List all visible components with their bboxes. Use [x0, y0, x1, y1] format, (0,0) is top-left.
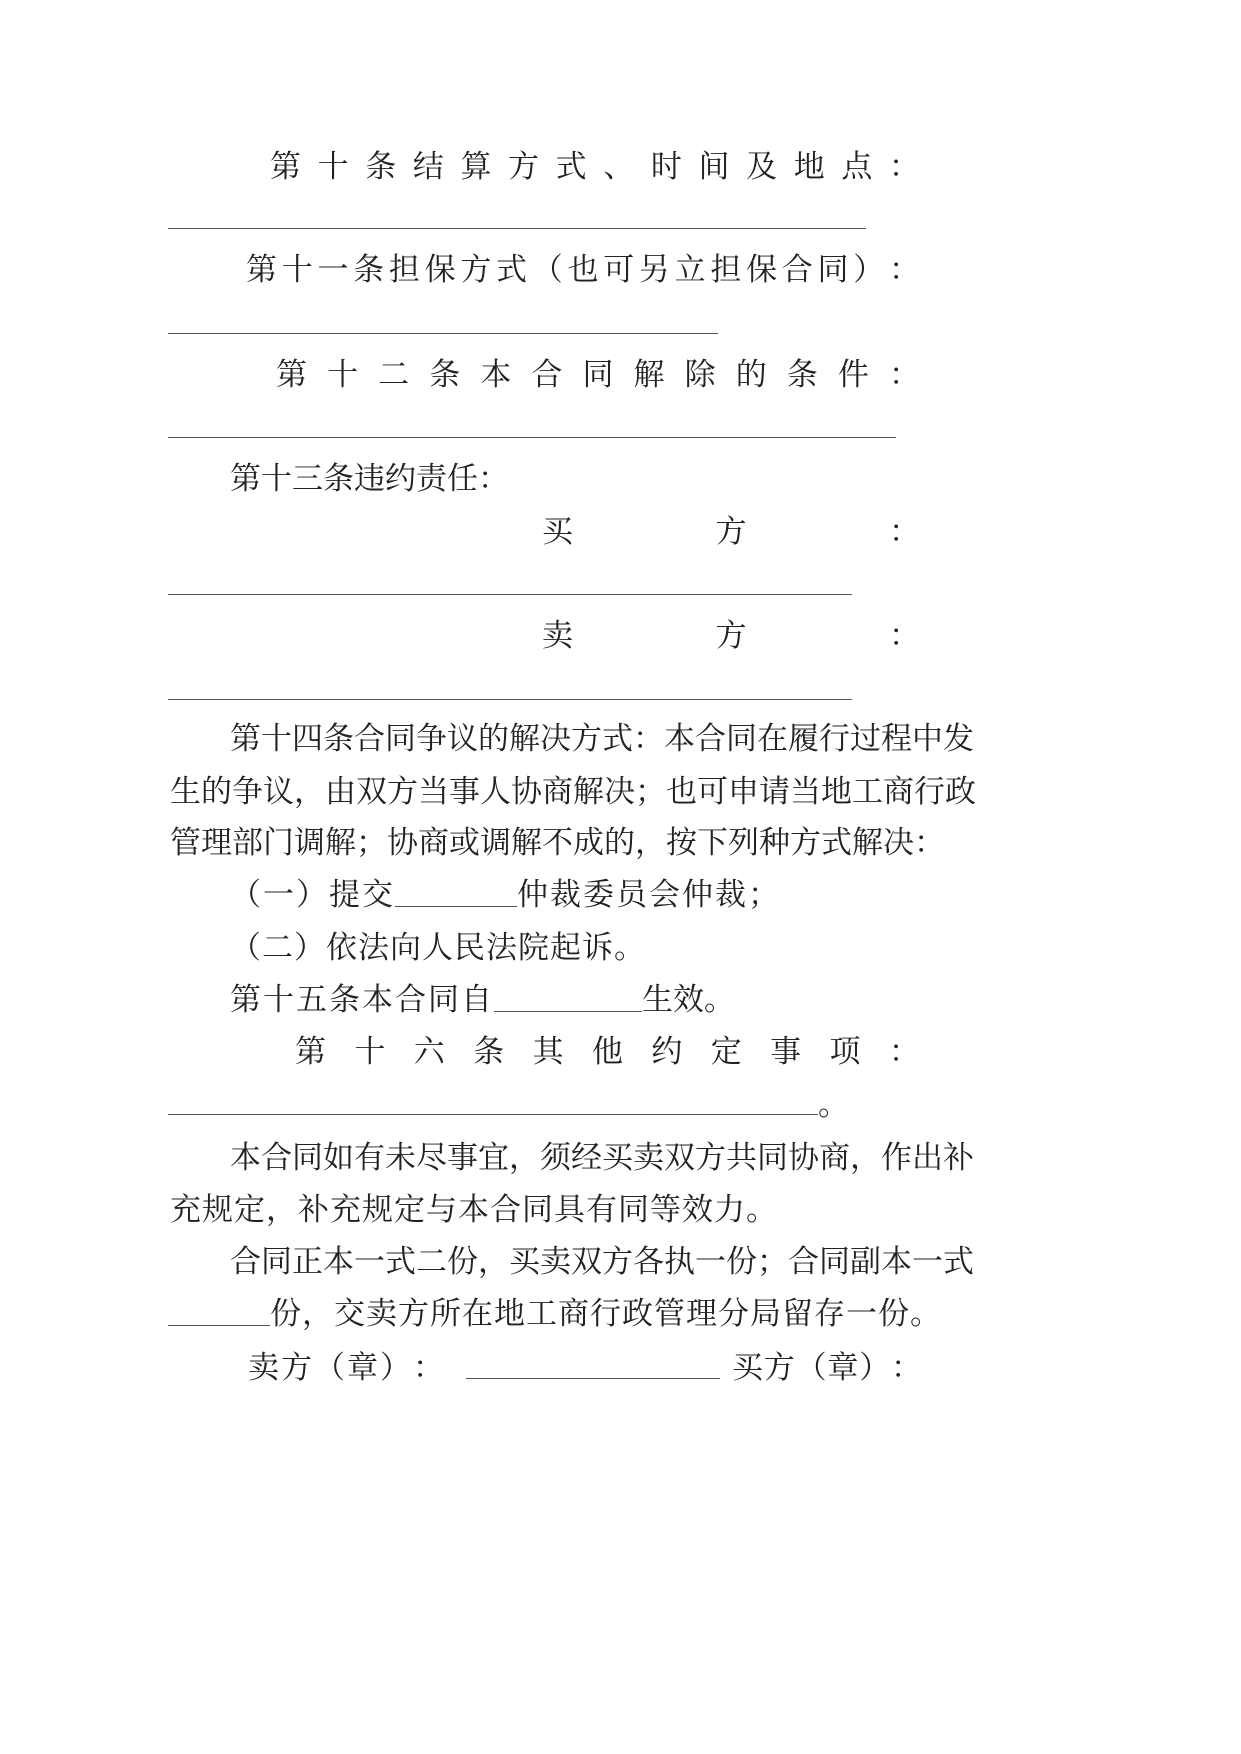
- text-char: 议: [447, 721, 478, 757]
- text-char: 决: [604, 774, 635, 810]
- text-char: 第: [295, 1034, 326, 1070]
- text-char: 解: [633, 357, 665, 393]
- supplement-line-2: 充规定，补充规定与本合同具有同等效力。: [170, 1192, 778, 1228]
- clause-13-seller-blank-line: [168, 699, 852, 700]
- text-char: 份: [447, 1244, 478, 1280]
- text-char: 卖: [542, 618, 573, 654]
- text-char: 人: [480, 774, 511, 810]
- text-char: 二: [416, 1244, 447, 1280]
- text-char: 事: [770, 1034, 802, 1070]
- text-char: 解: [852, 825, 883, 861]
- text-char: 协: [387, 825, 418, 861]
- text-char: 条: [473, 1034, 505, 1070]
- text-char: 另: [638, 252, 670, 288]
- clause-14-line-2: [170, 772, 976, 812]
- text-char: 发: [943, 721, 974, 757]
- text-char: 条: [365, 149, 397, 185]
- text-char: 其: [532, 1034, 564, 1070]
- text-char: 一: [695, 1244, 726, 1280]
- text-char: 式: [943, 1244, 974, 1280]
- text-char: 买: [509, 1244, 540, 1280]
- text-char: 条: [353, 252, 385, 288]
- text-char: 门: [263, 825, 294, 861]
- text-char: 十: [261, 721, 292, 757]
- text-char: ；: [635, 774, 666, 810]
- text-char: 本: [323, 1244, 354, 1280]
- clause-14-option-2: （二）依法向人民法院起诉。: [230, 930, 646, 966]
- text-char: 条: [786, 357, 818, 393]
- text-char: 合: [261, 1140, 292, 1176]
- text-char: 各: [633, 1244, 664, 1280]
- text-char: ：: [888, 252, 920, 288]
- clause-16-heading: [295, 1032, 920, 1072]
- text-char: 本: [480, 357, 512, 393]
- text-char: 争: [416, 721, 447, 757]
- text-char: 管: [170, 825, 201, 861]
- text-char: 式: [385, 1244, 416, 1280]
- clause-14-option-1: [230, 875, 781, 915]
- copies-line-1: [230, 1242, 974, 1282]
- text-char: 他: [591, 1034, 623, 1070]
- text-char: （: [531, 252, 563, 288]
- clause-14-line-1: [230, 719, 974, 759]
- arbitration-commission-blank: [395, 876, 517, 907]
- text-char: 式: [821, 825, 852, 861]
- text-char: 算: [460, 149, 492, 185]
- text-char: 买: [602, 1140, 633, 1176]
- text-char: ：: [888, 357, 920, 393]
- text-char: 卖: [248, 1350, 279, 1386]
- text-char: 双: [356, 774, 387, 810]
- text-char: 种: [759, 825, 790, 861]
- text-char: 方: [602, 1244, 633, 1280]
- text-char: 第: [276, 357, 307, 393]
- text-char: ）: [380, 1350, 411, 1386]
- text-char: 行: [819, 721, 850, 757]
- text-char: 工: [852, 774, 883, 810]
- text-char: 成: [573, 825, 604, 861]
- text-char: 式: [496, 252, 528, 288]
- clause-12-blank-line: [168, 437, 896, 438]
- text-char: 出: [912, 1140, 943, 1176]
- text-char: 本: [664, 721, 695, 757]
- text-char: 章: [827, 1350, 859, 1386]
- text-char: 解: [511, 825, 542, 861]
- text-char: 同: [757, 1140, 788, 1176]
- text-char: 商: [819, 1140, 850, 1176]
- text-char: ：: [914, 825, 945, 861]
- clause-14-line-3: [170, 823, 945, 863]
- text-char: 买: [542, 514, 573, 550]
- text-char: 当: [790, 774, 821, 810]
- text-char: ：: [889, 514, 920, 550]
- text-char: 当: [418, 774, 449, 810]
- clause-11-heading: [246, 250, 920, 290]
- text-char: 件: [837, 357, 869, 393]
- text-char: 协: [511, 774, 542, 810]
- clause-13-buyer-label: [542, 512, 920, 552]
- text-char: ）: [853, 252, 885, 288]
- text-char: 共: [726, 1140, 757, 1176]
- text-char: 条: [323, 721, 354, 757]
- text-char: 解: [509, 721, 540, 757]
- text-char: 也: [567, 252, 599, 288]
- text-char: 须: [540, 1140, 571, 1176]
- clause-11-blank-line: [168, 333, 718, 334]
- text-char: （: [314, 1350, 345, 1386]
- text-char: 合: [695, 721, 726, 757]
- text-char: 过: [850, 721, 881, 757]
- text-char: 事: [449, 774, 480, 810]
- text-char: 方: [387, 774, 418, 810]
- text-char: 也: [666, 774, 697, 810]
- text-char: 同: [726, 721, 757, 757]
- text-char: 章: [347, 1350, 378, 1386]
- text-char: 合: [230, 1244, 261, 1280]
- text-char: 的: [604, 825, 635, 861]
- text-char: 协: [788, 1140, 819, 1176]
- text-char: 按: [666, 825, 697, 861]
- text-char: 第: [230, 721, 261, 757]
- text-char: 方: [571, 721, 602, 757]
- text-char: ：: [888, 1034, 920, 1070]
- clause-15: [230, 980, 735, 1020]
- text-char: 同: [385, 721, 416, 757]
- text-char: 可: [697, 774, 728, 810]
- text-char: 买: [732, 1350, 763, 1386]
- text-char: 列: [728, 825, 759, 861]
- text-char: 商: [542, 774, 573, 810]
- text-char: 正: [292, 1244, 323, 1280]
- text-char: 保: [746, 252, 778, 288]
- text-char: 下: [697, 825, 728, 861]
- text-char: ，: [478, 1244, 509, 1280]
- text-char: 卖: [540, 1244, 571, 1280]
- text-char: 的: [478, 721, 509, 757]
- text-char: 由: [325, 774, 356, 810]
- text-char: 理: [201, 825, 232, 861]
- text-char: 同: [819, 1244, 850, 1280]
- text-char: 同: [582, 357, 614, 393]
- text-char: 时: [650, 149, 682, 185]
- clause-15-suffix: 生效。: [642, 982, 735, 1018]
- text-char: 及: [746, 149, 778, 185]
- text-char: （: [795, 1350, 827, 1386]
- text-char: ：: [413, 1350, 444, 1386]
- clause-16-period: 。: [818, 1087, 849, 1123]
- text-char: 一: [354, 1244, 385, 1280]
- text-char: 第: [270, 149, 301, 185]
- buyer-signature-label: [732, 1348, 922, 1388]
- text-char: 如: [323, 1140, 354, 1176]
- text-char: 方: [460, 252, 492, 288]
- text-char: 程: [881, 721, 912, 757]
- text-char: 补: [943, 1140, 974, 1176]
- text-char: 事: [447, 1140, 478, 1176]
- effective-date-blank: [494, 981, 642, 1012]
- copies-line-2: [168, 1294, 942, 1334]
- text-char: 一: [912, 1244, 943, 1280]
- text-char: 同: [817, 252, 849, 288]
- text-char: 政: [945, 774, 976, 810]
- text-char: ：: [889, 618, 920, 654]
- supplement-line-1: [230, 1138, 974, 1178]
- text-char: 地: [821, 774, 852, 810]
- clause-16-blank-line: [168, 1114, 818, 1115]
- text-char: 方: [790, 825, 821, 861]
- text-char: 方: [715, 618, 747, 654]
- text-char: 宜: [478, 1140, 509, 1176]
- text-char: 执: [664, 1244, 695, 1280]
- text-char: ；: [757, 1244, 788, 1280]
- text-char: 定: [710, 1034, 742, 1070]
- text-char: ）: [859, 1350, 891, 1386]
- text-char: 合: [354, 721, 385, 757]
- text-char: 合: [788, 1244, 819, 1280]
- text-char: 方: [508, 149, 540, 185]
- text-char: ，: [635, 825, 666, 861]
- text-char: 解: [325, 825, 356, 861]
- text-char: 间: [698, 149, 730, 185]
- text-char: 双: [664, 1140, 695, 1176]
- text-char: 本: [881, 1244, 912, 1280]
- text-char: 决: [540, 721, 571, 757]
- clause-13-heading: 第十三条违约责任：: [230, 461, 509, 497]
- text-char: 、: [603, 149, 635, 185]
- text-char: 商: [418, 825, 449, 861]
- text-char: 二: [378, 357, 410, 393]
- text-char: 十: [354, 1034, 386, 1070]
- text-char: 地: [793, 149, 825, 185]
- clause-12-heading: [276, 355, 920, 395]
- text-char: 生: [170, 774, 201, 810]
- text-char: 的: [735, 357, 767, 393]
- text-char: 不: [542, 825, 573, 861]
- text-char: 中: [912, 721, 943, 757]
- text-char: 未: [385, 1140, 416, 1176]
- text-char: 十: [281, 252, 313, 288]
- text-char: ：: [888, 149, 920, 185]
- text-char: 式: [602, 721, 633, 757]
- text-char: 尽: [416, 1140, 447, 1176]
- text-char: 四: [292, 721, 323, 757]
- text-char: 的: [201, 774, 232, 810]
- clause-15-prefix: 第十五条本合同自: [230, 982, 494, 1018]
- text-char: 一: [317, 252, 349, 288]
- clause-10-blank-line: [168, 228, 866, 229]
- text-char: 作: [881, 1140, 912, 1176]
- text-char: 有: [354, 1140, 385, 1176]
- text-char: 条: [429, 357, 461, 393]
- text-char: ：: [890, 1350, 922, 1386]
- clause-14-option-1-prefix: （一）提交: [230, 877, 395, 913]
- text-char: 结: [412, 149, 444, 185]
- text-char: 除: [684, 357, 716, 393]
- text-char: 十: [327, 357, 359, 393]
- seller-signature-label: [248, 1348, 444, 1388]
- text-char: 履: [788, 721, 819, 757]
- text-char: 份: [726, 1244, 757, 1280]
- text-char: 或: [449, 825, 480, 861]
- text-char: ，: [294, 774, 325, 810]
- text-char: 式: [555, 149, 587, 185]
- text-char: ，: [850, 1140, 881, 1176]
- text-char: 争: [232, 774, 263, 810]
- text-char: 可: [603, 252, 635, 288]
- text-char: 调: [294, 825, 325, 861]
- text-char: 卖: [633, 1140, 664, 1176]
- text-char: 十: [317, 149, 349, 185]
- text-char: 解: [573, 774, 604, 810]
- text-char: 六: [413, 1034, 445, 1070]
- text-char: 约: [651, 1034, 683, 1070]
- text-char: 担: [710, 252, 742, 288]
- copies-count-blank: [168, 1295, 270, 1326]
- text-char: 方: [281, 1350, 312, 1386]
- text-char: ；: [356, 825, 387, 861]
- text-char: 商: [883, 774, 914, 810]
- clause-14-option-1-suffix: 仲裁委员会仲裁；: [517, 877, 781, 913]
- text-char: 经: [571, 1140, 602, 1176]
- text-char: 调: [480, 825, 511, 861]
- text-char: 项: [829, 1034, 861, 1070]
- text-char: 请: [759, 774, 790, 810]
- text-char: 立: [674, 252, 706, 288]
- clause-10-heading: [270, 147, 920, 187]
- text-char: 第: [246, 252, 277, 288]
- text-char: 部: [232, 825, 263, 861]
- text-char: 担: [388, 252, 420, 288]
- text-char: 同: [292, 1140, 323, 1176]
- text-char: 同: [261, 1244, 292, 1280]
- copies-line-2-text: 份，交卖方所在地工商行政管理分局留存一份。: [270, 1296, 942, 1332]
- text-char: 点: [841, 149, 873, 185]
- clause-13-buyer-blank-line: [168, 594, 852, 595]
- text-char: 双: [571, 1244, 602, 1280]
- text-char: 方: [695, 1140, 726, 1176]
- text-char: 保: [424, 252, 456, 288]
- text-char: 合: [531, 357, 563, 393]
- text-char: 副: [850, 1244, 881, 1280]
- text-char: 方: [763, 1350, 795, 1386]
- text-char: 决: [883, 825, 914, 861]
- text-char: ：: [633, 721, 664, 757]
- text-char: ，: [509, 1140, 540, 1176]
- text-char: 申: [728, 774, 759, 810]
- text-char: 合: [781, 252, 813, 288]
- text-char: 在: [757, 721, 788, 757]
- text-char: 议: [263, 774, 294, 810]
- seller-signature-line: [466, 1378, 720, 1379]
- text-char: 行: [914, 774, 945, 810]
- text-char: 本: [230, 1140, 261, 1176]
- clause-13-seller-label: [542, 616, 920, 656]
- text-char: 方: [715, 514, 747, 550]
